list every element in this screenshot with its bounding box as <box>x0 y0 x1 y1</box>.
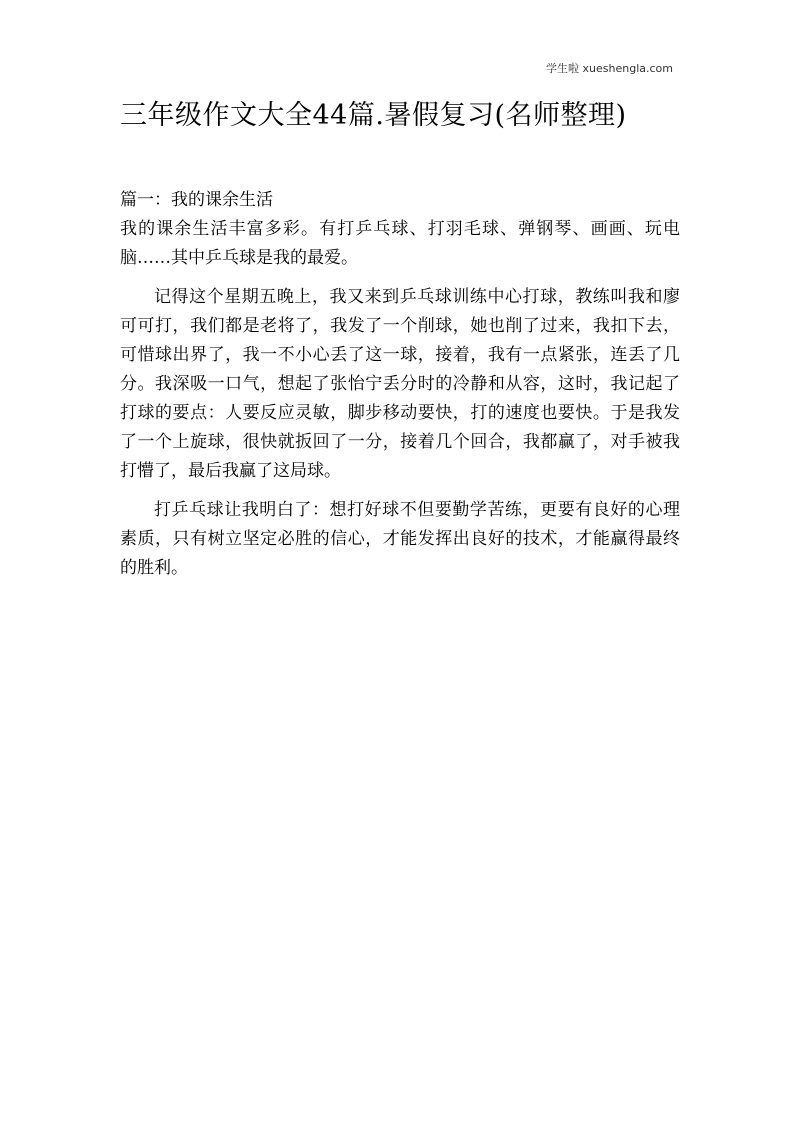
document-title: 三年级作文大全44篇.暑假复习(名师整理) <box>120 100 627 131</box>
article-body <box>120 186 680 593</box>
paragraph-1: 我的课余生活丰富多彩。有打乒乓球、打羽毛球、弹钢琴、画画、玩电脑……其中乒乓球是我的最爱。 <box>120 219 680 268</box>
section-heading: 篇一：我的课余生活 <box>120 190 273 210</box>
site-watermark: 学生啦 xueshengla.com <box>546 62 673 75</box>
paragraph-2: 记得这个星期五晚上，我又来到乒乓球训练中心打球，教练叫我和廖可可打，我们都是老将了，我发了一个削球，她也削了过来，我扣下去，可惜球出界了，我一不小心丢了这一球，接着，我有一点紧张，连丢了几分。我深吸一口气，想起了张怡宁丢分时的冷静和从容，这时，我记起了打球的要点：人要反应灵敏，脚步移动要快，打的速度也要快。于是我发了一个上旋球，很快就扳回了一分，接着几个回合，我都赢了，对手被我打懵了，最后我赢了这局球。 <box>120 287 680 481</box>
paragraph-3: 打乒乓球让我明白了：想打好球不但要勤学苦练，更要有良好的心理素质，只有树立坚定必胜的信心，才能发挥出良好的技术，才能赢得最终的胜利。 <box>120 500 680 578</box>
